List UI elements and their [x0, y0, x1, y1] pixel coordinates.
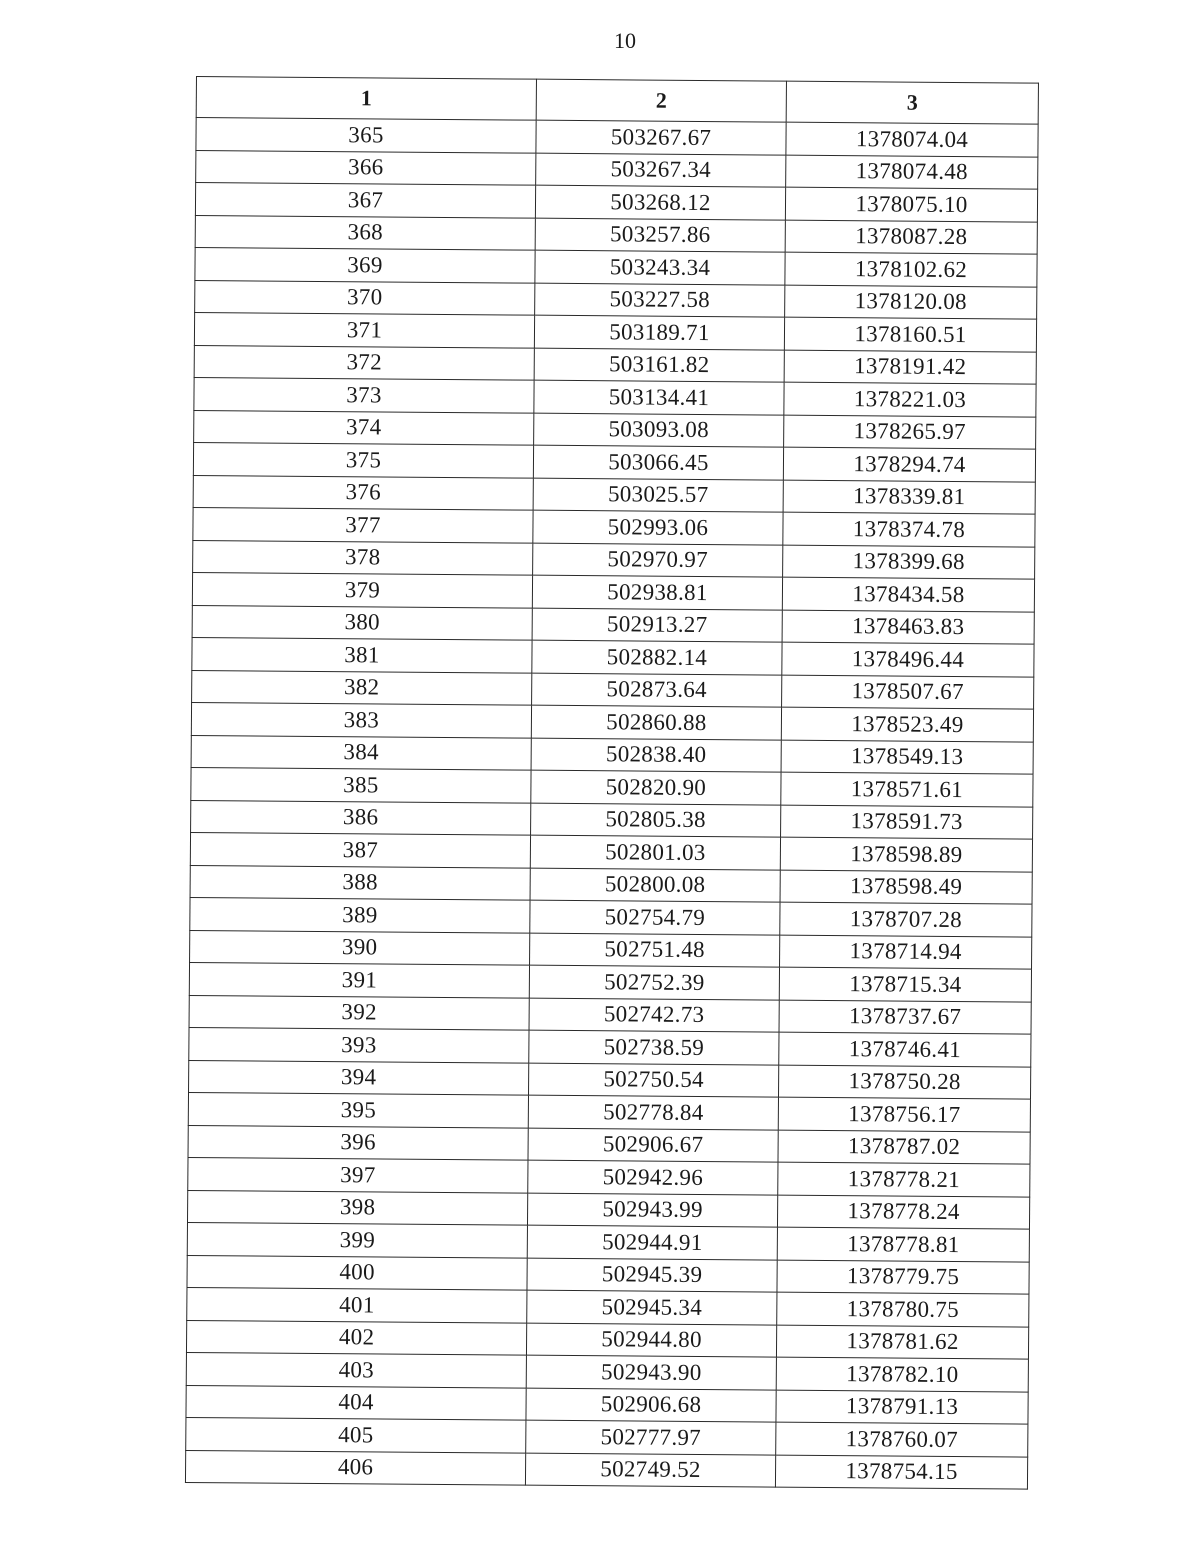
x-coordinate-cell: 502906.68: [526, 1388, 776, 1422]
y-coordinate-cell: 1378591.73: [781, 805, 1033, 839]
point-number-cell: 367: [195, 183, 535, 218]
table-header-row: [196, 77, 1038, 125]
x-coordinate-cell: 502752.39: [529, 965, 779, 999]
table-row: [185, 1450, 1027, 1489]
y-coordinate-cell: 1378760.07: [776, 1422, 1028, 1456]
point-number-cell: 365: [196, 118, 536, 153]
y-coordinate-cell: 1378779.75: [777, 1260, 1029, 1294]
x-coordinate-cell: 502970.97: [533, 543, 783, 577]
point-number-cell: 366: [196, 150, 536, 185]
x-coordinate-cell: 502738.59: [529, 1030, 779, 1064]
x-coordinate-cell: 502943.90: [526, 1355, 776, 1389]
point-number-cell: 385: [191, 767, 531, 802]
x-coordinate-cell: 502750.54: [529, 1063, 779, 1097]
point-number-cell: 374: [194, 410, 534, 445]
x-coordinate-cell: 502754.79: [530, 900, 780, 934]
x-coordinate-cell: 502882.14: [532, 640, 782, 674]
point-number-cell: 378: [193, 540, 533, 575]
x-coordinate-cell: 502993.06: [533, 510, 783, 544]
x-coordinate-cell: 502778.84: [528, 1095, 778, 1129]
page-number: 10: [614, 28, 636, 53]
point-number-cell: 383: [191, 702, 531, 737]
point-number-cell: 400: [187, 1255, 527, 1290]
x-coordinate-cell: 503267.67: [536, 120, 786, 154]
y-coordinate-cell: 1378399.68: [783, 545, 1035, 579]
y-coordinate-cell: 1378754.15: [775, 1455, 1027, 1489]
x-coordinate-cell: 502944.91: [527, 1225, 777, 1259]
y-coordinate-cell: 1378507.67: [782, 675, 1034, 709]
x-coordinate-cell: 502873.64: [532, 673, 782, 707]
y-coordinate-cell: 1378746.41: [779, 1032, 1031, 1066]
x-coordinate-cell: 502860.88: [531, 705, 781, 739]
table-body: [185, 118, 1038, 1490]
point-number-cell: 373: [194, 377, 534, 412]
y-coordinate-cell: 1378598.49: [780, 870, 1032, 904]
point-number-cell: 404: [186, 1385, 526, 1420]
y-coordinate-cell: 1378074.48: [786, 155, 1038, 189]
x-coordinate-cell: 502801.03: [530, 835, 780, 869]
y-coordinate-cell: 1378782.10: [776, 1357, 1028, 1391]
point-number-cell: 394: [189, 1060, 529, 1095]
x-coordinate-cell: 502749.52: [525, 1453, 775, 1487]
point-number-cell: 387: [190, 832, 530, 867]
point-number-cell: 377: [193, 507, 533, 542]
y-coordinate-cell: 1378707.28: [780, 902, 1032, 936]
point-number-cell: 386: [191, 800, 531, 835]
x-coordinate-cell: 502943.99: [527, 1193, 777, 1227]
x-coordinate-cell: 502742.73: [529, 998, 779, 1032]
x-coordinate-cell: 502805.38: [531, 803, 781, 837]
x-coordinate-cell: 502800.08: [530, 868, 780, 902]
point-number-cell: 381: [192, 637, 532, 672]
column-header-2: 2: [536, 79, 786, 122]
y-coordinate-cell: 1378374.78: [783, 512, 1035, 546]
x-coordinate-cell: 503268.12: [535, 185, 785, 219]
x-coordinate-cell: 502945.34: [527, 1290, 777, 1324]
y-coordinate-cell: 1378496.44: [782, 642, 1034, 676]
x-coordinate-cell: 503189.71: [534, 315, 784, 349]
point-number-cell: 371: [194, 312, 534, 347]
point-number-cell: 401: [187, 1287, 527, 1322]
y-coordinate-cell: 1378074.04: [786, 122, 1038, 156]
point-number-cell: 380: [192, 605, 532, 640]
y-coordinate-cell: 1378265.97: [784, 415, 1036, 449]
y-coordinate-cell: 1378549.13: [781, 740, 1033, 774]
x-coordinate-cell: 502838.40: [531, 738, 781, 772]
x-coordinate-cell: 503161.82: [534, 348, 784, 382]
y-coordinate-cell: 1378780.75: [777, 1292, 1029, 1326]
y-coordinate-cell: 1378781.62: [776, 1325, 1028, 1359]
x-coordinate-cell: 503025.57: [533, 478, 783, 512]
y-coordinate-cell: 1378160.51: [784, 317, 1036, 351]
point-number-cell: 388: [190, 865, 530, 900]
x-coordinate-cell: 503227.58: [535, 283, 785, 317]
y-coordinate-cell: 1378778.21: [778, 1162, 1030, 1196]
y-coordinate-cell: 1378778.24: [777, 1195, 1029, 1229]
point-number-cell: 390: [190, 930, 530, 965]
x-coordinate-cell: 503066.45: [533, 445, 783, 479]
y-coordinate-cell: 1378714.94: [780, 935, 1032, 969]
point-number-cell: 399: [187, 1222, 527, 1257]
column-header-1: 1: [196, 77, 536, 121]
point-number-cell: 392: [189, 995, 529, 1030]
y-coordinate-cell: 1378787.02: [778, 1130, 1030, 1164]
x-coordinate-cell: 502913.27: [532, 608, 782, 642]
y-coordinate-cell: 1378750.28: [778, 1065, 1030, 1099]
y-coordinate-cell: 1378715.34: [779, 967, 1031, 1001]
x-coordinate-cell: 502820.90: [531, 770, 781, 804]
coordinates-table: [185, 76, 1039, 1490]
y-coordinate-cell: 1378191.42: [784, 350, 1036, 384]
y-coordinate-cell: 1378221.03: [784, 382, 1036, 416]
x-coordinate-cell: 502751.48: [530, 933, 780, 967]
y-coordinate-cell: 1378087.28: [785, 220, 1037, 254]
point-number-cell: 402: [186, 1320, 526, 1355]
point-number-cell: 382: [192, 670, 532, 705]
x-coordinate-cell: 502944.80: [526, 1323, 776, 1357]
y-coordinate-cell: 1378791.13: [776, 1390, 1028, 1424]
x-coordinate-cell: 503134.41: [534, 380, 784, 414]
y-coordinate-cell: 1378737.67: [779, 1000, 1031, 1034]
y-coordinate-cell: 1378778.81: [777, 1227, 1029, 1261]
coordinates-table-wrapper: [185, 76, 1038, 1490]
point-number-cell: 372: [194, 345, 534, 380]
point-number-cell: 379: [192, 572, 532, 607]
point-number-cell: 391: [189, 962, 529, 997]
y-coordinate-cell: 1378598.89: [780, 837, 1032, 871]
y-coordinate-cell: 1378571.61: [781, 772, 1033, 806]
point-number-cell: 395: [188, 1092, 528, 1127]
column-header-3: 3: [786, 81, 1038, 124]
point-number-cell: 389: [190, 897, 530, 932]
x-coordinate-cell: 502945.39: [527, 1258, 777, 1292]
x-coordinate-cell: 503243.34: [535, 250, 785, 284]
y-coordinate-cell: 1378523.49: [781, 707, 1033, 741]
point-number-cell: 370: [195, 280, 535, 315]
y-coordinate-cell: 1378075.10: [785, 187, 1037, 221]
y-coordinate-cell: 1378756.17: [778, 1097, 1030, 1131]
x-coordinate-cell: 502942.96: [528, 1160, 778, 1194]
y-coordinate-cell: 1378434.58: [782, 577, 1034, 611]
y-coordinate-cell: 1378120.08: [785, 285, 1037, 319]
y-coordinate-cell: 1378339.81: [783, 480, 1035, 514]
x-coordinate-cell: 503267.34: [536, 153, 786, 187]
y-coordinate-cell: 1378294.74: [783, 447, 1035, 481]
point-number-cell: 375: [193, 442, 533, 477]
x-coordinate-cell: 502938.81: [532, 575, 782, 609]
point-number-cell: 398: [187, 1190, 527, 1225]
x-coordinate-cell: 502906.67: [528, 1128, 778, 1162]
point-number-cell: 403: [186, 1352, 526, 1387]
point-number-cell: 376: [193, 475, 533, 510]
point-number-cell: 369: [195, 247, 535, 282]
point-number-cell: 396: [188, 1125, 528, 1160]
point-number-cell: 368: [195, 215, 535, 250]
point-number-cell: 397: [188, 1157, 528, 1192]
point-number-cell: 393: [189, 1027, 529, 1062]
x-coordinate-cell: 503257.86: [535, 218, 785, 252]
point-number-cell: 405: [186, 1417, 526, 1452]
point-number-cell: 406: [185, 1450, 525, 1485]
x-coordinate-cell: 503093.08: [534, 413, 784, 447]
x-coordinate-cell: 502777.97: [526, 1420, 776, 1454]
y-coordinate-cell: 1378102.62: [785, 252, 1037, 286]
y-coordinate-cell: 1378463.83: [782, 610, 1034, 644]
point-number-cell: 384: [191, 735, 531, 770]
